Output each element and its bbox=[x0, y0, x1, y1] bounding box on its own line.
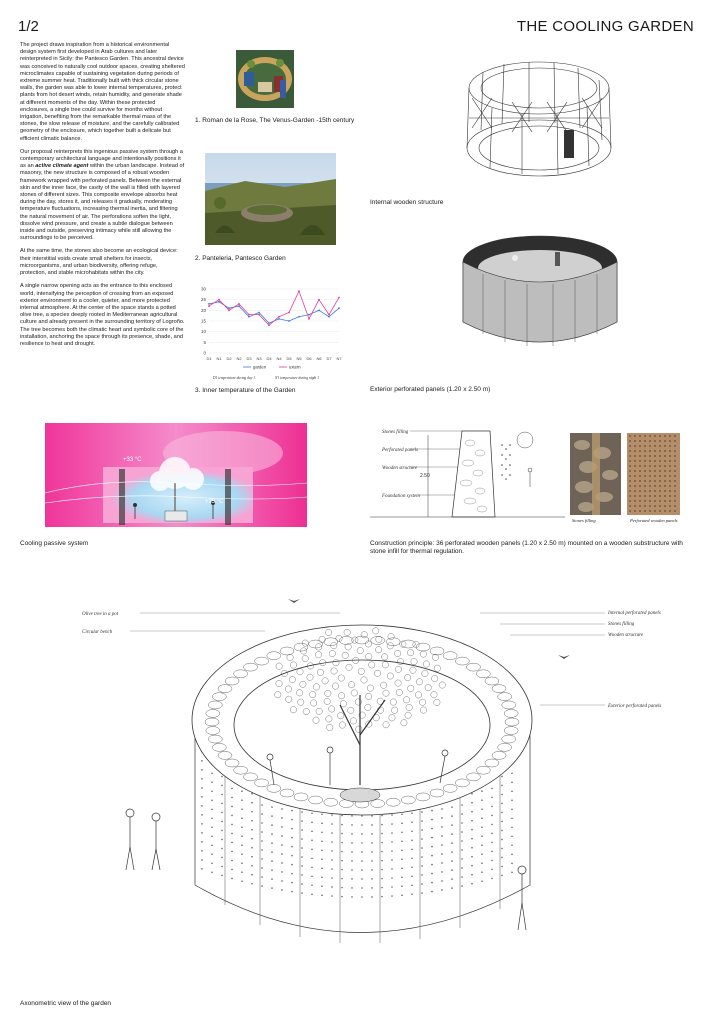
legend-note-night: N1 temperature during night 1 bbox=[275, 376, 319, 380]
paragraph-2-emphasis: active climate agent bbox=[35, 163, 89, 170]
body-text bbox=[20, 42, 185, 354]
x-tick-label: D2 bbox=[226, 356, 232, 361]
data-point-extern bbox=[318, 299, 320, 301]
paragraph-1: The project draws inspiration from a historical environmental design system first developed in Arab cultures and later reinterpreted in Sicily: the Pantesco Garden. This ancestral device was conceived to naturally cool outdoor spaces, creating sheltered microclimates capable of sustaining vegetation during periods of extreme summer heat. Traditionally built with thick circular stone walls, the garden was able to lower internal temperatures, protect plants from hot desert winds, retain humidity, and generate shade at different moments of the day. Within these protected enclosures, a single tree could survive for months without irrigation, benefiting from the remarkable thermal mass of the stones, the slow release of moisture, and the carefully calibrated geometry of the enclosure, which together built a delicate but efficient climatic balance. bbox=[20, 42, 185, 142]
axo-label-internal-panels: Internal perforated panels bbox=[608, 611, 661, 616]
data-point-extern bbox=[338, 297, 340, 299]
data-point-garden bbox=[218, 301, 220, 303]
x-tick-label: N6 bbox=[316, 356, 322, 361]
label-foundation-system: Foundation system bbox=[382, 494, 420, 499]
data-point-garden bbox=[228, 307, 230, 309]
paragraph-4: A single narrow opening acts as the entrance to this enclosed world, intensifying the perception of crossing from an exposed exterior environment to a cooler, quieter, and more protected internal atmosphere. At the center of the space stands a potted olive tree, a species deeply rooted in Mediterranean agricultural culture and already present in the surrounding territory of Logroño. The tree becomes both the climatic heart and symbolic core of the installation, anchoring the space through its presence, shade, and resilience to heat and drought. bbox=[20, 283, 185, 347]
data-point-garden bbox=[288, 320, 290, 322]
x-tick-label: D4 bbox=[266, 356, 272, 361]
y-tick-label: 15 bbox=[200, 318, 206, 324]
data-point-extern bbox=[258, 314, 260, 316]
paragraph-2-a: Our proposal reinterprets this ingenious passive system through a contemporary architectural language and intentionally positions it as an bbox=[20, 148, 183, 170]
data-point-garden bbox=[338, 307, 340, 309]
x-tick-label: D1 bbox=[206, 356, 212, 361]
data-point-extern bbox=[308, 318, 310, 320]
venus-garden-miniature bbox=[236, 50, 294, 108]
x-tick-label: N2 bbox=[236, 356, 242, 361]
stones-filling-photo bbox=[570, 433, 621, 515]
cooling-diagram bbox=[45, 423, 307, 527]
y-tick-label: 25 bbox=[200, 297, 206, 303]
axo-label-exterior-panels: Exterior perforated panels bbox=[608, 704, 662, 709]
panel-photo-label: Perforated wooden panels bbox=[630, 518, 678, 523]
x-tick-label: N5 bbox=[296, 356, 302, 361]
paragraph-2 bbox=[20, 149, 185, 243]
fig1-caption: 1. Roman de la Rose, The Venus-Garden -15th century bbox=[195, 117, 355, 124]
page-number: 1/2 bbox=[18, 18, 39, 35]
axo-label-circular-bench: Circular bench bbox=[82, 630, 113, 635]
exterior-panels-caption: Exterior perforated panels (1.20 x 2.50 m) bbox=[370, 386, 491, 393]
data-point-extern bbox=[298, 290, 300, 292]
height-label: 2.50 bbox=[420, 473, 430, 479]
data-point-garden bbox=[248, 316, 250, 318]
x-tick-label: N4 bbox=[276, 356, 282, 361]
data-point-extern bbox=[218, 299, 220, 301]
internal-structure-caption: Internal wooden structure bbox=[370, 199, 444, 206]
data-point-garden bbox=[328, 316, 330, 318]
label-stones-filling: Stones filling bbox=[382, 430, 409, 435]
axonometric-caption: Axonometric view of the garden bbox=[20, 1000, 112, 1007]
data-point-garden bbox=[238, 305, 240, 307]
y-tick-label: 20 bbox=[200, 307, 206, 313]
data-point-garden bbox=[258, 312, 260, 314]
exterior-panels-drawing bbox=[455, 222, 625, 372]
data-point-garden bbox=[308, 314, 310, 316]
data-point-extern bbox=[328, 314, 330, 316]
x-tick-label: D3 bbox=[246, 356, 252, 361]
x-tick-label: D6 bbox=[306, 356, 312, 361]
axonometric-drawing bbox=[60, 585, 680, 990]
y-tick-label: 0 bbox=[203, 350, 206, 356]
x-tick-label: D5 bbox=[286, 356, 292, 361]
construction-section bbox=[370, 425, 565, 530]
data-point-garden bbox=[298, 316, 300, 318]
y-tick-label: 10 bbox=[200, 329, 206, 335]
y-tick-label: 5 bbox=[203, 339, 206, 345]
data-point-extern bbox=[248, 314, 250, 316]
fig2-caption: 2. Panteleria, Pantesco Garden bbox=[195, 255, 286, 262]
series-line-garden bbox=[209, 302, 339, 323]
data-point-extern bbox=[238, 303, 240, 305]
cooling-caption: Cooling passive system bbox=[20, 540, 89, 547]
x-tick-label: N7 bbox=[336, 356, 342, 361]
data-point-extern bbox=[228, 309, 230, 311]
axo-label-olive-tree: Olive tree in a pot bbox=[82, 612, 119, 617]
label-perforated-panels: Perforated panels bbox=[382, 448, 418, 453]
paragraph-2-b: within the urban landscape. Instead of masonry, the new structure is composed of a robust wooden framework wrapped with perforated panels. Between the external skin and the inner face, the cavity of the wall is filled with layered stones of different sizes. This composite envelope absorbs heat during the day, stores it, and releases it gradually, moderating temperature fluctuations, increasing thermal inertia, and filtering the natural movement of air. The perforations soften the light, dissolve wind pressure, and create a subtle dialogue between inside and outside, preserving intimacy while still allowing the surroundings to be perceived. bbox=[20, 163, 185, 242]
legend-label: extern bbox=[289, 364, 301, 370]
legend-label: garden bbox=[253, 364, 267, 370]
perforated-panel-photo bbox=[627, 433, 680, 515]
paragraph-3: At the same time, the stones also become an ecological device: their interstitial voids create small shelters for insects, microorganisms, and urban biodiversity, offering refuge, protection, and stable microhabitats within the city. bbox=[20, 248, 178, 277]
stones-photo-label: Stones filling bbox=[572, 518, 596, 523]
page-title: THE COOLING GARDEN bbox=[516, 18, 694, 35]
axo-label-wooden-structure: Wooden structure bbox=[608, 633, 644, 638]
axo-label-stones-filling: Stones filling bbox=[608, 622, 635, 627]
outside-temp-label: +33 °C bbox=[123, 457, 142, 463]
x-tick-label: D7 bbox=[326, 356, 332, 361]
data-point-extern bbox=[268, 324, 270, 326]
y-tick-label: 30 bbox=[200, 286, 206, 292]
label-wooden-structure: Wooden structure bbox=[382, 466, 418, 471]
legend-note-day: D1 temperature during day 1 bbox=[213, 376, 255, 380]
internal-wooden-structure-drawing bbox=[452, 40, 627, 190]
temperature-chart bbox=[195, 283, 345, 383]
data-point-garden bbox=[278, 318, 280, 320]
data-point-extern bbox=[278, 316, 280, 318]
data-point-garden bbox=[268, 322, 270, 324]
fig3-caption: 3. Inner temperature of the Garden bbox=[195, 387, 296, 394]
x-tick-label: N3 bbox=[256, 356, 262, 361]
data-point-extern bbox=[208, 305, 210, 307]
x-tick-label: N1 bbox=[216, 356, 222, 361]
construction-caption: Construction principle: 36 perforated wooden panels (1.20 x 2.50 m) mounted on a wooden substructure with stone infill for thermal regulation. bbox=[370, 540, 683, 555]
data-point-extern bbox=[288, 312, 290, 314]
data-point-garden bbox=[318, 309, 320, 311]
inside-temp-label: +25 °C bbox=[205, 499, 224, 505]
data-point-garden bbox=[208, 303, 210, 305]
pantelleria-photo bbox=[205, 153, 336, 245]
